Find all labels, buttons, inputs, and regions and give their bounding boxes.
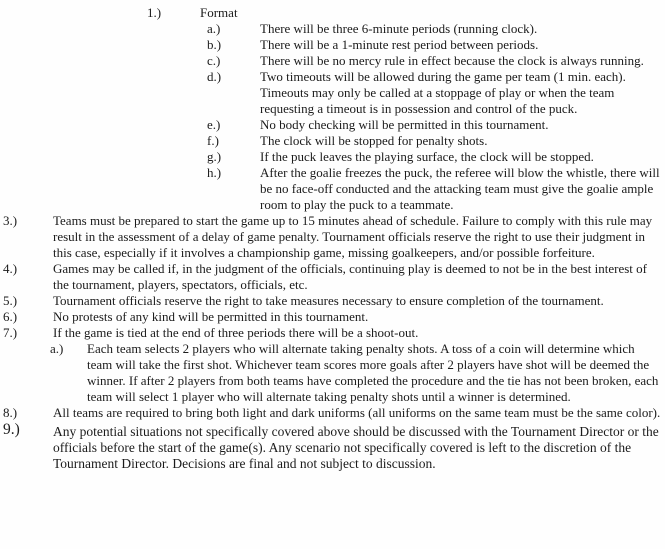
rule-marker: 7.) — [3, 325, 18, 340]
rule-marker: f.) — [207, 133, 219, 148]
rule-marker: a.) — [207, 21, 221, 36]
rule-marker: 1.) — [147, 5, 162, 20]
rule-row-7a — [0, 341, 665, 405]
rule-row-1c — [0, 53, 665, 69]
rule-row-4 — [0, 261, 665, 293]
rule-text: Games may be called if, in the judgment of the officials, continuing play is deemed to not be in the best interest of the tournament, players, spectators, officials, etc. — [53, 261, 647, 292]
rule-row-1a — [0, 21, 665, 37]
rule-row-1f — [0, 133, 665, 149]
rule-text: Any potential situations not specifically covered above should be discussed with the Tournament Director or the officials before the start of the game(s). Any scenario not specifically covered is left to the discretion of the Tournament Director. Decisions are final and not subject to discussion. — [53, 424, 659, 471]
rule-marker: g.) — [207, 149, 222, 164]
rule-text: If the puck leaves the playing surface, the clock will be stopped. — [260, 149, 594, 164]
rule-row-8 — [0, 405, 665, 421]
rule-text: Format — [200, 5, 238, 20]
rule-row-5 — [0, 293, 665, 309]
rule-text: Each team selects 2 players who will alternate taking penalty shots. A toss of a coin will determine which team will take the first shot. Whichever team scores more goals after 2 players have shot will be deemed the winner. If after 2 players from both teams have completed the procedure and the tie has not been broken, each team will select 1 player who will alternate taking penalty shots until a winner is determined. — [87, 341, 659, 404]
rule-marker: 4.) — [3, 261, 18, 276]
rule-text: There will be no mercy rule in effect because the clock is always running. — [260, 53, 644, 68]
rule-row-1b — [0, 37, 665, 53]
rule-marker: 8.) — [3, 405, 18, 420]
rule-text: Tournament officials reserve the right to take measures necessary to ensure completion of the tournament. — [53, 293, 604, 308]
rule-marker: a.) — [50, 341, 64, 356]
rule-text: The clock will be stopped for penalty shots. — [260, 133, 488, 148]
rule-text: After the goalie freezes the puck, the referee will blow the whistle, there will be no face-off conducted and the attacking team must give the goalie ample room to play the puck to a teammate. — [260, 165, 660, 212]
rule-marker: h.) — [207, 165, 222, 180]
rule-text: There will be three 6-minute periods (running clock). — [260, 21, 538, 36]
rule-marker: 6.) — [3, 309, 18, 324]
rule-text: Two timeouts will be allowed during the game per team (1 min. each). Timeouts may only be called at a stoppage of play or when the team requesting a timeout is in possession and control of the puck. — [260, 69, 626, 116]
rule-marker: 9.) — [3, 421, 20, 438]
rule-row-1-format — [0, 5, 665, 21]
rule-row-1e — [0, 117, 665, 133]
rule-row-7 — [0, 325, 665, 341]
rule-text: Teams must be prepared to start the game up to 15 minutes ahead of schedule. Failure to comply with this rule may result in the assessment of a delay of game penalty. Tournament officials reserve the right to use their judgment in this case, especially if it involves a championship game, missing goalkeepers, and/or possible forfeiture. — [53, 213, 653, 260]
rule-marker: 5.) — [3, 293, 18, 308]
rule-marker: d.) — [207, 69, 222, 84]
rule-marker: e.) — [207, 117, 221, 132]
rule-marker: c.) — [207, 53, 221, 68]
rule-marker: 3.) — [3, 213, 18, 228]
rule-row-9 — [0, 421, 665, 472]
rule-row-1h — [0, 165, 665, 213]
rule-row-1d — [0, 69, 665, 117]
rule-row-6 — [0, 309, 665, 325]
rule-row-1g — [0, 149, 665, 165]
rule-text: No protests of any kind will be permitted in this tournament. — [53, 309, 369, 324]
rule-row-3 — [0, 213, 665, 261]
rule-text: All teams are required to bring both light and dark uniforms (all uniforms on the same team must be the same color). — [53, 405, 661, 420]
rule-marker: b.) — [207, 37, 222, 52]
rule-text: No body checking will be permitted in this tournament. — [260, 117, 549, 132]
rule-text: There will be a 1-minute rest period between periods. — [260, 37, 539, 52]
rule-text: If the game is tied at the end of three periods there will be a shoot-out. — [53, 325, 419, 340]
